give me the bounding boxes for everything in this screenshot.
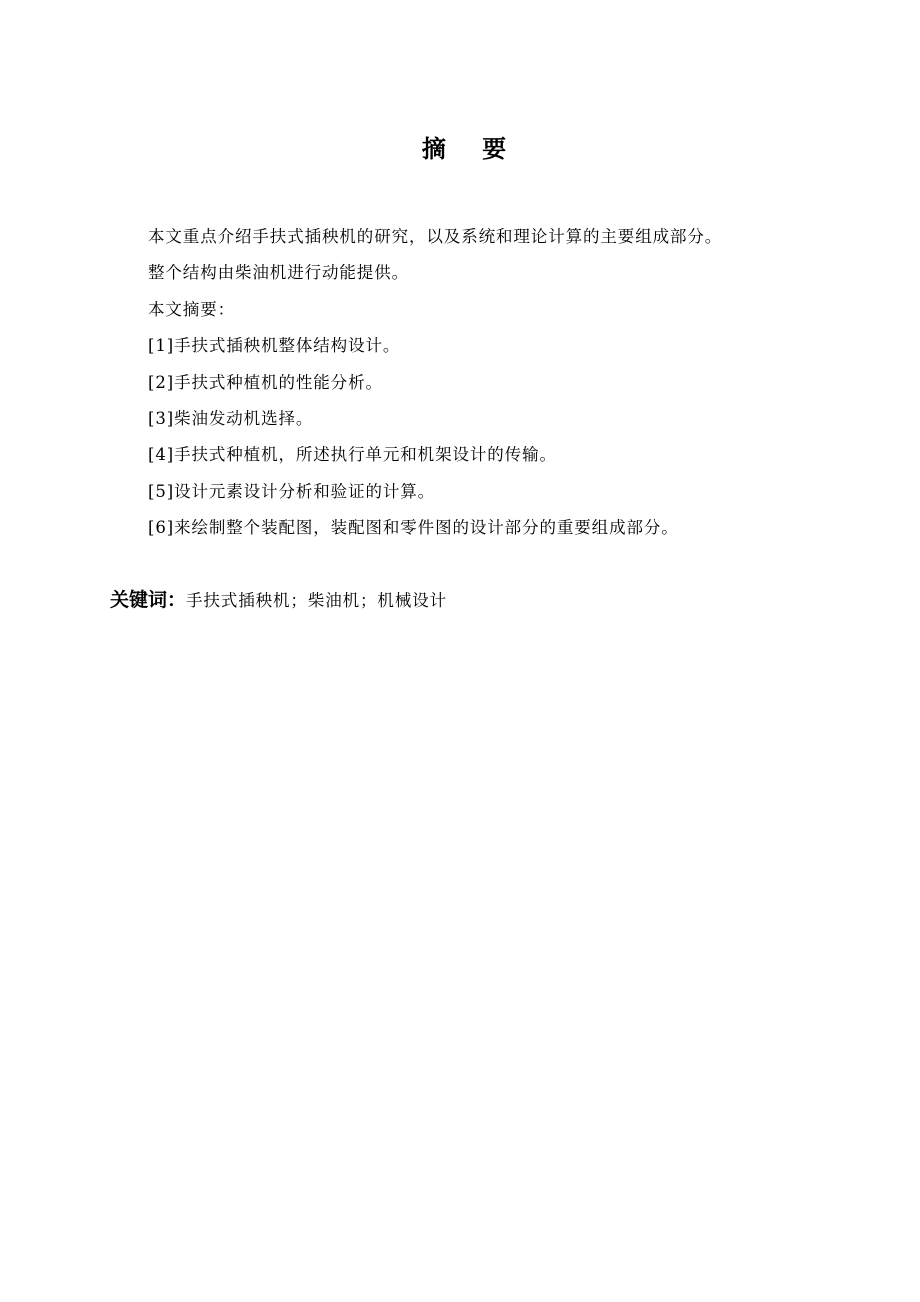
abstract-list-item: [5]设计元素设计分析和验证的计算。	[148, 481, 436, 501]
keywords-label: 关键词：	[110, 589, 187, 611]
abstract-title: 摘 要	[421, 135, 521, 163]
abstract-paragraph: 整个结构由柴油机进行动能提供。	[148, 263, 409, 283]
keywords-line	[110, 586, 447, 615]
abstract-list-item: [3]柴油发动机选择。	[148, 408, 314, 428]
abstract-paragraph: 本文摘要：	[148, 299, 235, 319]
abstract-list-item: [4]手扶式种植机，所述执行单元和机架设计的传输。	[148, 445, 557, 465]
abstract-list-item: [1]手扶式插秧机整体结构设计。	[148, 336, 401, 356]
abstract-list-item: [2]手扶式种植机的性能分析。	[148, 372, 383, 392]
abstract-list-item: [6]来绘制整个装配图，装配图和零件图的设计部分的重要组成部分。	[148, 518, 679, 538]
abstract-paragraph: 本文重点介绍手扶式插秧机的研究，以及系统和理论计算的主要组成部分。	[148, 227, 723, 246]
keywords-value: 手扶式插秧机；柴油机；机械设计	[186, 591, 448, 610]
abstract-body	[148, 219, 848, 547]
